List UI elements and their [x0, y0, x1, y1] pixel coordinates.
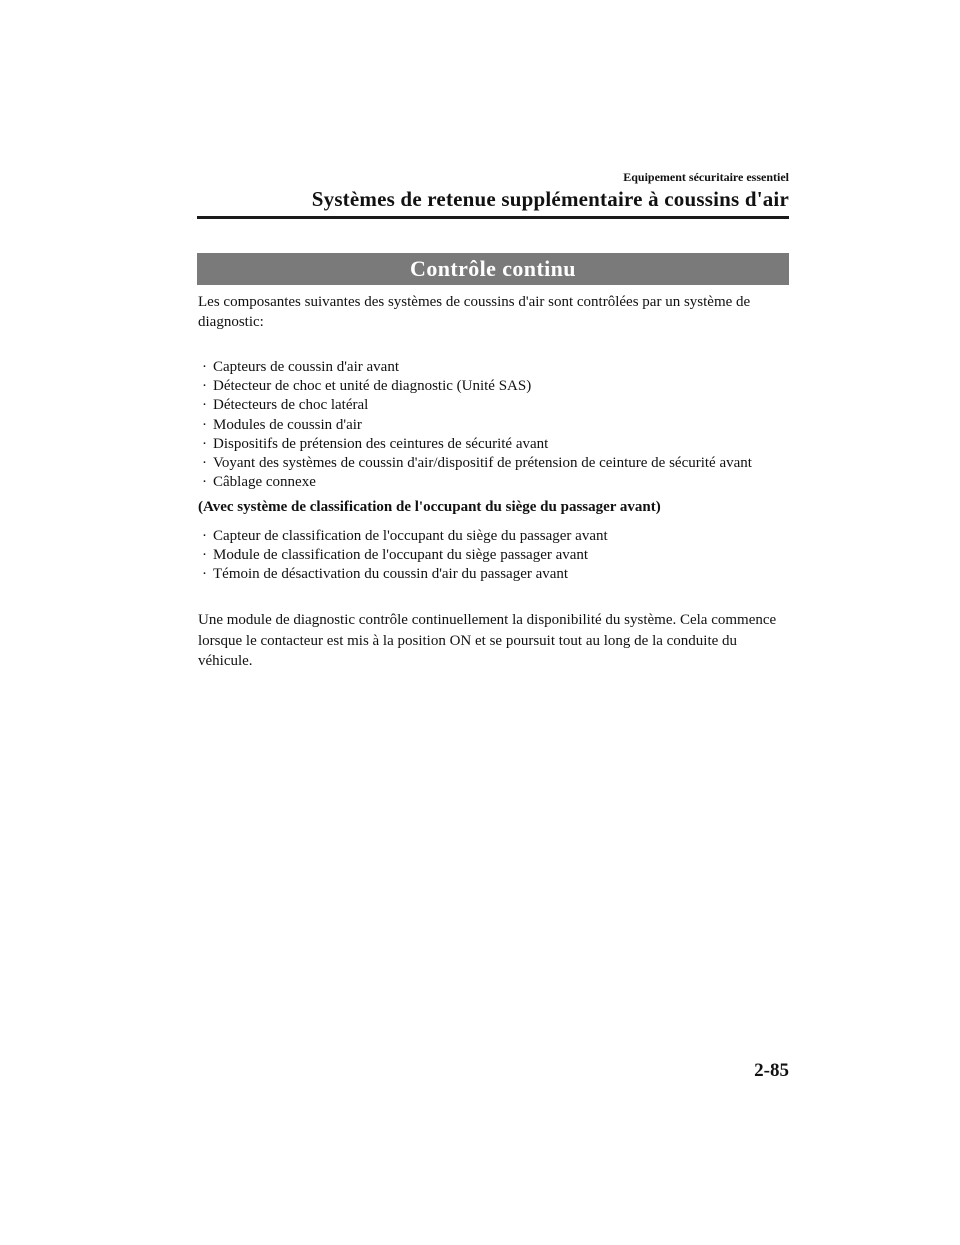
- bullet-icon: ·: [202, 359, 207, 375]
- list-item-text: Dispositifs de prétension des ceintures de sécurité avant: [213, 435, 549, 452]
- list-item: [199, 546, 608, 565]
- list-item-text: Module de classification de l'occupant du siège passager avant: [213, 547, 589, 564]
- bullet-icon: ·: [202, 566, 207, 583]
- bullet-icon: ·: [202, 435, 207, 452]
- list-item-text: Capteur de classification de l'occupant du siège du passager avant: [213, 528, 608, 544]
- header-rule: [197, 216, 789, 219]
- chapter-title: Systèmes de retenue supplémentaire à coussins d'air: [311, 187, 789, 211]
- list-item: [199, 473, 752, 492]
- list-item-text: Détecteurs de choc latéral: [213, 397, 369, 414]
- bullet-icon: ·: [202, 474, 207, 491]
- closing-paragraph: Une module de diagnostic contrôle continuellement la disponibilité du système. Cela commence lorsque le contacteur est mis à la position ON et se poursuit tout au long de la conduite du véhicule.: [198, 612, 777, 669]
- page-number: 2-85: [754, 1060, 789, 1081]
- list-item: [199, 396, 752, 415]
- list-item-text: Modules de coussin d'air: [213, 416, 362, 433]
- section-title: Contrôle continu: [410, 256, 576, 281]
- bullet-icon: ·: [202, 547, 207, 564]
- bullet-icon: ·: [202, 378, 207, 395]
- list-item: [199, 416, 752, 435]
- list-item-text: Capteurs de coussin d'air avant: [213, 359, 399, 375]
- bullet-icon: ·: [202, 397, 207, 414]
- occupant-component-list: [199, 527, 608, 585]
- intro-paragraph: Les composantes suivantes des systèmes de coussins d'air sont contrôlées par un système de diagnostic:: [198, 294, 751, 330]
- list-item-text: Témoin de désactivation du coussin d'air du passager avant: [213, 566, 569, 583]
- list-item-text: Voyant des systèmes de coussin d'air/dispositif de prétension de ceinture de sécurité avant: [213, 455, 752, 472]
- occupant-subheading: (Avec système de classification de l'occupant du siège du passager avant): [198, 499, 661, 515]
- component-list: [199, 358, 752, 492]
- bullet-icon: ·: [202, 416, 207, 433]
- list-item-text: Câblage connexe: [213, 474, 316, 491]
- list-item: [199, 435, 752, 454]
- list-item: [199, 358, 752, 377]
- bullet-icon: ·: [202, 528, 207, 544]
- list-item: [199, 454, 752, 473]
- bullet-icon: ·: [202, 455, 207, 472]
- list-item: [199, 527, 608, 546]
- list-item: [199, 565, 608, 584]
- section-banner: [197, 253, 789, 285]
- chapter-label: Equipement sécuritaire essentiel: [623, 170, 789, 184]
- list-item-text: Détecteur de choc et unité de diagnostic (Unité SAS): [213, 378, 532, 395]
- list-item: [199, 377, 752, 396]
